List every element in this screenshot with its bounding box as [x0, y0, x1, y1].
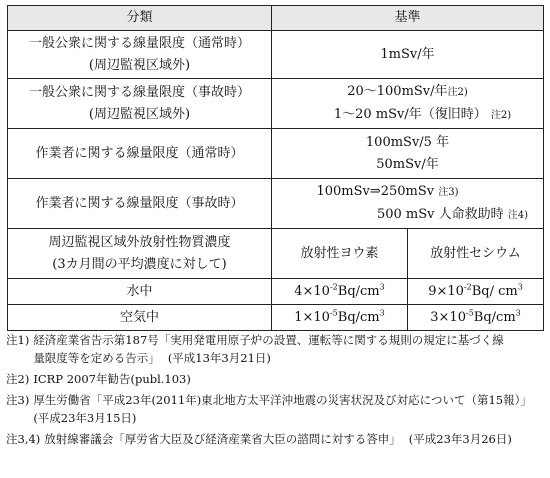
table-row — [8, 129, 544, 179]
row-label: 一般公衆に関する線量限度（通常時） (周辺監視区域外) — [8, 31, 272, 79]
iodine-value: $1\times 10^{-5}Bq/cm^3$ — [272, 305, 408, 331]
col-iodine: 放射性ヨウ素 — [272, 229, 408, 279]
footnote: 注1) 経済産業省告示第187号「実用発電用原子炉の設置、運転等に関する規則の規定に基づく線 量限度等を定める告示」 (平成13年3月21日) — [6, 333, 504, 365]
col-cesium: 放射性セシウム — [408, 229, 544, 279]
table-row — [8, 305, 544, 331]
medium-label: 空気中 — [8, 305, 272, 331]
row-value: 100mSv/5 年 50mSv/年 — [272, 129, 544, 179]
concentration-header-row — [8, 229, 544, 279]
header-category: 分類 — [8, 6, 272, 31]
concentration-label: 周辺監視区域外放射性物質濃度 (3カ月間の平均濃度に対して) — [8, 229, 272, 279]
cesium-value: $3\times 10^{-5}Bq/cm^3$ — [408, 305, 544, 331]
table-row — [8, 279, 544, 305]
medium-label: 水中 — [8, 279, 272, 305]
footnote: 注2) ICRP 2007年勧告(publ.103) — [6, 372, 191, 386]
header-standard: 基準 — [272, 6, 544, 31]
row-label: 作業者に関する線量限度（事故時） — [8, 179, 272, 229]
row-value: 20～100mSv/年注2) 1～20 mSv/年（復旧時） 注2) — [272, 79, 544, 129]
footnote: 注3) 厚生労働省「平成23年(2011年)東北地方太平洋沖地震の災害状況及び対応について（第15報）」 (平成23年3月15日) — [6, 393, 532, 425]
table-row — [8, 179, 544, 229]
footnotes — [6, 331, 546, 451]
row-value: 100mSv⇒250mSv 注3) 500 mSv 人命救助時 注4) — [272, 179, 544, 229]
row-label: 作業者に関する線量限度（通常時） — [8, 129, 272, 179]
row-label: 一般公衆に関する線量限度（事故時） (周辺監視区域外) — [8, 79, 272, 129]
iodine-value: $4\times 10^{-2}Bq/cm^3$ — [272, 279, 408, 305]
table-header-row — [8, 6, 544, 31]
footnote: 注3,4) 放射線審議会「厚労省大臣及び経済産業省大臣の諮問に対する答申」 (平成23年3月26日) — [6, 432, 512, 446]
radiation-dose-limits-table — [7, 5, 544, 331]
cesium-value: $9\times 10^{-2}Bq/$ $cm^3$ — [408, 279, 544, 305]
table-row — [8, 79, 544, 129]
table-row — [8, 31, 544, 79]
row-value: 1mSv/年 — [272, 31, 544, 79]
